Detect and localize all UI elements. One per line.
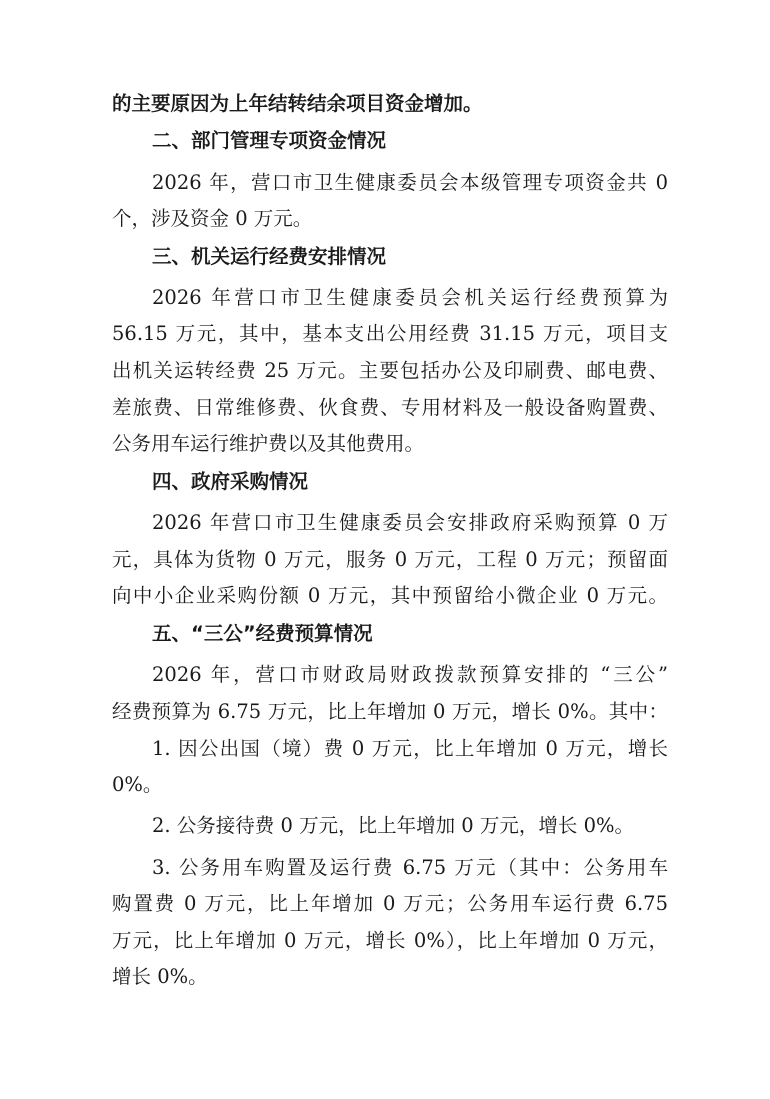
list-item-line: 万元，比上年增加 0 万元，增长 0%），比上年增加 0 万元， xyxy=(112,929,668,952)
paragraph-line: 个，涉及资金 0 万元。 xyxy=(112,207,313,230)
paragraph-line: 元，具体为货物 0 万元，服务 0 万元，工程 0 万元；预留面 xyxy=(112,548,668,571)
paragraph-line: 56.15 万元，其中，基本支出公用经费 31.15 万元，项目支 xyxy=(112,322,668,345)
list-item-line: 0%。 xyxy=(112,773,163,796)
paragraph-line: 2026 年营口市卫生健康委员会机关运行经费预算为 xyxy=(152,286,668,309)
section-heading-operating-costs: 三、机关运行经费安排情况 xyxy=(152,245,387,268)
paragraph-line: 2026 年营口市卫生健康委员会安排政府采购预算 0 万 xyxy=(152,511,668,534)
paragraph-line: 出机关运转经费 25 万元。主要包括办公及印刷费、邮电费、 xyxy=(112,359,668,382)
section-heading-procurement: 四、政府采购情况 xyxy=(152,470,309,493)
paragraph-line: 向中小企业采购份额 0 万元，其中预留给小微企业 0 万元。 xyxy=(112,584,668,607)
list-item-line: 2. 公务接待费 0 万元，比上年增加 0 万元，增长 0%。 xyxy=(152,814,635,837)
paragraph-line: 2026 年，营口市卫生健康委员会本级管理专项资金共 0 xyxy=(152,171,668,194)
list-item-line: 1. 因公出国（境）费 0 万元，比上年增加 0 万元，增长 xyxy=(152,737,668,760)
paragraph-line: 经费预算为 6.75 万元，比上年增加 0 万元，增长 0%。其中： xyxy=(112,700,668,723)
list-item-line: 3. 公务用车购置及运行费 6.75 万元（其中：公务用车 xyxy=(152,856,668,879)
paragraph-line: 2026 年，营口市财政局财政拨款预算安排的 “三公” xyxy=(152,663,668,686)
text-line-continuation: 的主要原因为上年结转结余项目资金增加。 xyxy=(112,92,483,115)
paragraph-line: 公务用车运行维护费以及其他费用。 xyxy=(112,432,425,455)
list-item-line: 增长 0%。 xyxy=(112,965,208,988)
section-heading-special-funds: 二、部门管理专项资金情况 xyxy=(152,129,387,152)
section-heading-three-public: 五、“三公”经费预算情况 xyxy=(152,622,373,645)
list-item-line: 购置费 0 万元，比上年增加 0 万元；公务用车运行费 6.75 xyxy=(112,892,668,915)
paragraph-line: 差旅费、日常维修费、伙食费、专用材料及一般设备购置费、 xyxy=(112,396,668,419)
